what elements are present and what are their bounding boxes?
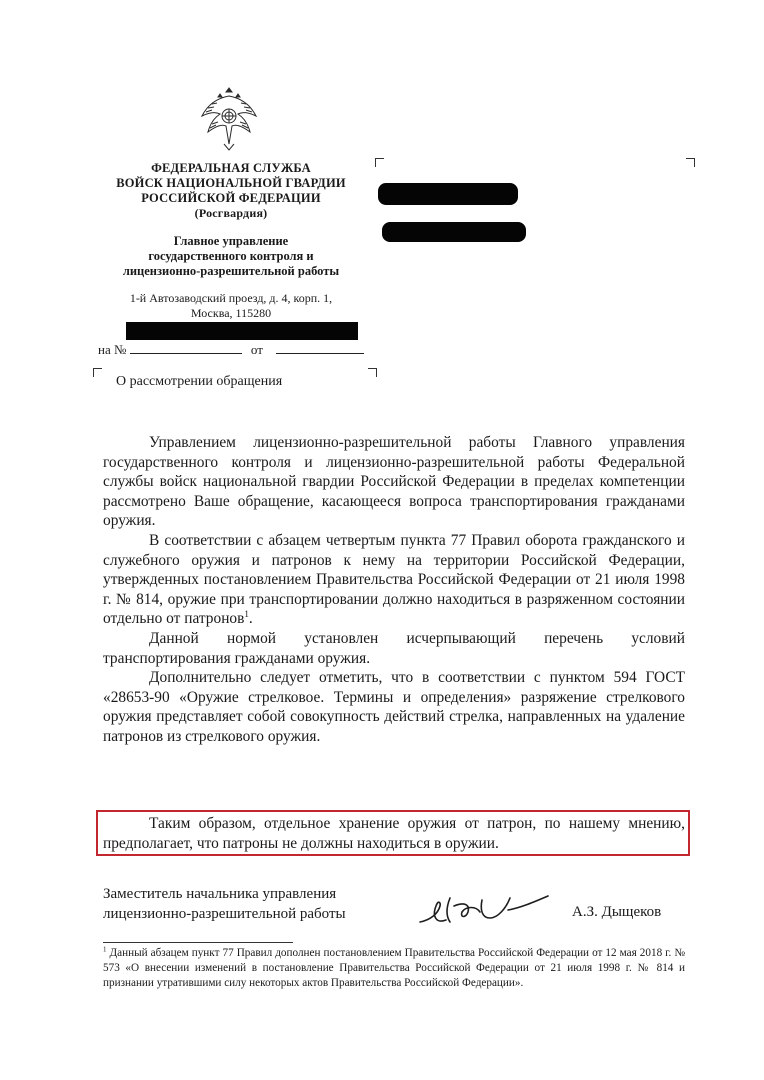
dept-line-3: лицензионно-разрешительной работы xyxy=(122,264,340,278)
signatory-name: А.З. Дыщеков xyxy=(572,904,662,920)
number-blank xyxy=(130,342,242,354)
handwritten-signature xyxy=(410,884,560,934)
body-paragraph-5: Таким образом, отдельное хранение оружия от патрон, по нашему мнению, предполагает, что патроны не должны находиться в оружии. xyxy=(103,815,685,852)
body-paragraph-1: Управлением лицензионно-разрешительной работы Главного управления государственного контроля и лицензионно-разрешительной работы Федеральной службы войск национальной гвардии Российской Федерации в пределах компетенции рассмотрено Ваше обращение, касающееся вопроса транспортирования гражданами оружия. xyxy=(103,434,685,530)
footnote-text: Данный абзацем пункт 77 Правил дополнен постановлением Правительства Российской Федерации от 12 мая 2018 г. № 573 «О внесении изменений в постановление Правительства Российской Федерации от 21 июля 1998 г. № 814 и признании утратившими силу некоторых актов Правительства Российской Федерации». xyxy=(103,947,686,989)
redacted-recipient-line-2 xyxy=(382,222,526,242)
org-line-1: ФЕДЕРАЛЬНАЯ СЛУЖБА xyxy=(151,161,311,175)
from-label: от xyxy=(250,342,263,357)
redacted-block xyxy=(126,322,358,340)
organization-name xyxy=(96,161,366,221)
body-paragraph-2 xyxy=(103,531,685,629)
dept-line-1: Главное управление xyxy=(173,234,289,248)
org-line-2: ВОЙСК НАЦИОНАЛЬНОЙ ГВАРДИИ xyxy=(116,176,346,190)
dept-line-2: государственного контроля и xyxy=(148,249,314,263)
body-paragraph-4: Дополнительно следует отметить, что в соответствии с пунктом 594 ГОСТ «28653-90 «Оружие стрелковое. Термины и определения» разряжение стрелкового оружия представляет собой совокупность действий стрелка, направленных на удаление патронов из стрелкового оружия. xyxy=(103,669,685,745)
footnote-mark: 1 xyxy=(103,945,107,954)
signatory-title xyxy=(103,884,346,924)
recipient-corner-mark-left xyxy=(375,158,384,167)
double-headed-eagle-emblem-icon xyxy=(198,82,260,154)
body-paragraph-2-end: . xyxy=(248,610,253,628)
letter-body xyxy=(103,433,685,747)
recipient-corner-mark-right xyxy=(686,158,695,167)
footnote-divider xyxy=(103,942,293,943)
letter-subject: О рассмотрении обращения xyxy=(116,374,283,389)
date-blank xyxy=(276,342,364,354)
org-line-3: РОССИЙСКОЙ ФЕДЕРАЦИИ xyxy=(141,191,321,205)
subject-corner-mark-left xyxy=(93,368,102,377)
org-short-name: (Росгвардия) xyxy=(194,206,268,220)
signatory-title-line-2: лицензионно-разрешительной работы xyxy=(103,906,346,922)
footnote xyxy=(103,946,685,991)
department-name xyxy=(96,234,366,279)
signatory-title-line-1: Заместитель начальника управления xyxy=(103,886,337,902)
subject-corner-mark-right xyxy=(368,368,377,377)
highlighted-conclusion xyxy=(103,814,685,853)
redacted-recipient-line-1 xyxy=(378,183,518,205)
footnote-reference: 1 xyxy=(244,609,249,620)
body-paragraph-2-text: В соответствии с абзацем четвертым пункта 77 Правил оборота гражданского и служебного оружия и патронов к нему на территории Российской Федерации, утвержденных постановлением Правительства Российской Федерации от 21 июля 1998 г. № 814, оружие при транспортировании должно находиться в разряженном состоянии отдельно от патронов xyxy=(103,531,685,628)
body-paragraph-3: Данной нормой установлен исчерпывающий перечень условий транспортирования гражданами оружия. xyxy=(103,629,685,667)
number-label: на № xyxy=(98,342,127,357)
address xyxy=(96,291,366,321)
address-line-2: Москва, 115280 xyxy=(190,306,272,320)
registration-line xyxy=(98,342,364,358)
address-line-1: 1-й Автозаводский проезд, д. 4, корп. 1, xyxy=(129,291,333,305)
